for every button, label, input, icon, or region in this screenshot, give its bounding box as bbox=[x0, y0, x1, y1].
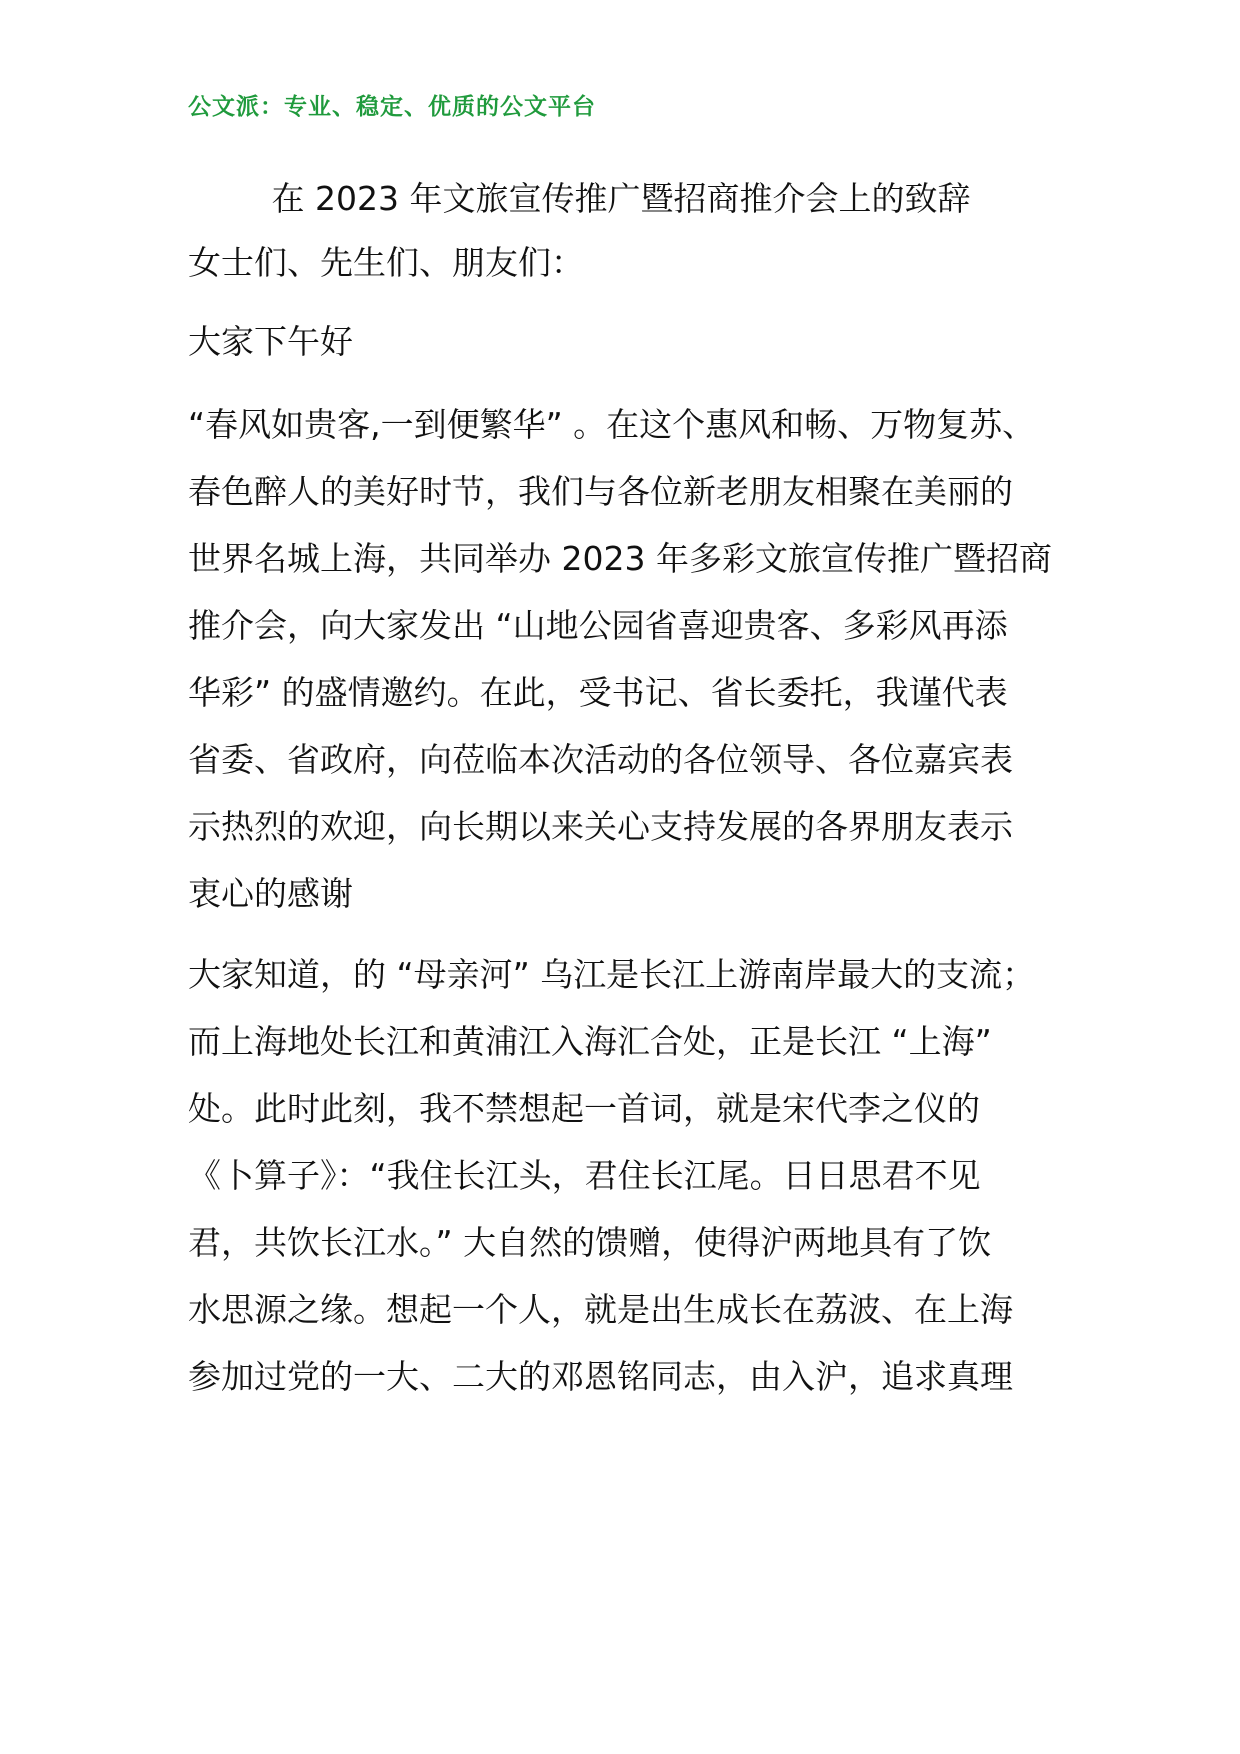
salutation: 女士们、先生们、朋友们： bbox=[188, 243, 584, 282]
document-title: 在 2023 年文旅宣传推广暨招商推介会上的致辞 bbox=[271, 179, 971, 218]
paragraph-line: 推介会，向大家发出 “山地公园省喜迎贵客、多彩风再添 bbox=[188, 606, 1008, 645]
paragraph-line: 衷心的感谢 bbox=[188, 874, 353, 913]
paragraph-line: 处。此时此刻，我不禁想起一首词，就是宋代李之仪的 bbox=[188, 1089, 980, 1128]
paragraph-line: 参加过党的一大、二大的邓恩铭同志，由入沪，追求真理 bbox=[188, 1357, 1013, 1396]
paragraph-line: 大家知道，的 “母亲河” 乌江是长江上游南岸最大的支流； bbox=[188, 955, 1036, 994]
paragraph-line: 君，共饮长江水。” 大自然的馈赠，使得沪两地具有了饮 bbox=[188, 1223, 992, 1262]
paragraph-line: 示热烈的欢迎，向长期以来关心支持发展的各界朋友表示 bbox=[188, 807, 1013, 846]
paragraph-line: 而上海地处长江和黄浦江入海汇合处，正是长江 “上海” bbox=[188, 1022, 992, 1061]
paragraph-line: 世界名城上海，共同举办 2023 年多彩文旅宣传推广暨招商 bbox=[188, 539, 1052, 578]
paragraph-line: 水思源之缘。想起一个人，就是出生成长在荔波、在上海 bbox=[188, 1290, 1013, 1329]
greeting: 大家下午好 bbox=[188, 322, 353, 361]
paragraph-line: 华彩” 的盛情邀约。在此，受书记、省长委托，我谨代表 bbox=[188, 673, 1008, 712]
paragraph-line: “春风如贵客,一到便繁华” 。在这个惠风和畅、万物复苏、 bbox=[188, 405, 1036, 444]
paragraph-line: 春色醉人的美好时节，我们与各位新老朋友相聚在美丽的 bbox=[188, 472, 1013, 511]
paragraph-line: 《卜算子》：“我住长江头，君住长江尾。日日思君不见 bbox=[188, 1156, 981, 1195]
header-banner: 公文派：专业、稳定、优质的公文平台 bbox=[188, 94, 596, 120]
paragraph-line: 省委、省政府，向莅临本次活动的各位领导、各位嘉宾表 bbox=[188, 740, 1013, 779]
